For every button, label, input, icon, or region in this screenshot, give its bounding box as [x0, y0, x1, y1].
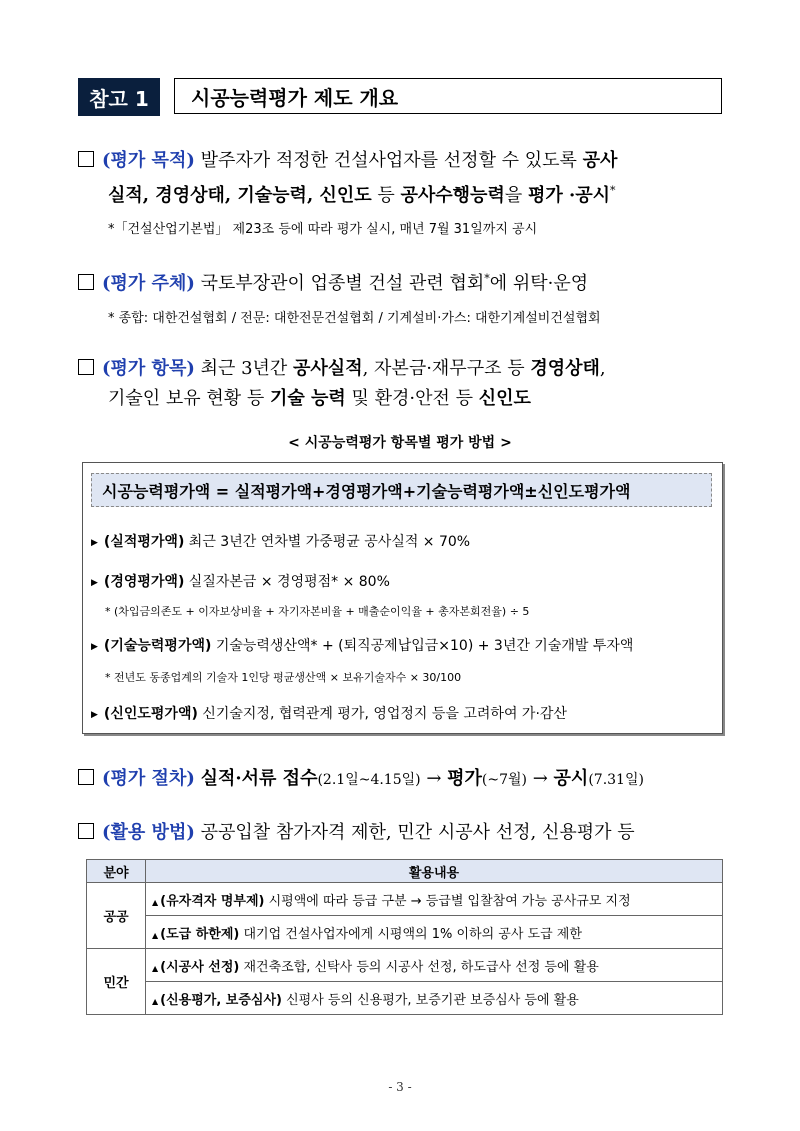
page-title: 시공능력평가 제도 개요 [174, 78, 722, 114]
checkbox-icon [78, 769, 94, 785]
section-title [78, 78, 399, 116]
purpose-section: (평가 목적) 발주자가 적정한 건설사업자를 선정할 수 있도록 공사 실적, 경영상태, 기술능력, 신인도 등 공사수행능력을 평가 ·공시* [78, 146, 728, 211]
triangle-right-icon: ▶ [91, 578, 98, 588]
method-box [82, 462, 723, 734]
table-header: 분야 [87, 860, 146, 883]
table-row [87, 949, 723, 982]
triangle-up-icon: ▲ [152, 897, 159, 907]
triangle-up-icon: ▲ [152, 930, 159, 940]
method-row: ▶ (실적평가액) 최근 3년간 연차별 가중평균 공사실적 × 70% [91, 534, 471, 550]
purpose-note: *「건설산업기본법」 제23조 등에 따라 평가 실시, 매년 7월 31일까지 공시 [108, 222, 538, 237]
formula: 시공능력평가액 = 실적평가액+경영평가액+기술능력평가액±신인도평가액 [91, 473, 712, 507]
table-row [87, 982, 723, 1015]
triangle-right-icon: ▶ [91, 642, 98, 652]
items-label: (평가 항목) [102, 358, 195, 379]
purpose-label: (평가 목적) [102, 150, 195, 171]
table-row [87, 883, 723, 916]
category-cell: 민간 [87, 949, 146, 1015]
category-cell: 공공 [87, 883, 146, 949]
checkbox-icon [78, 823, 94, 839]
method-row: ▶ (기술능력평가액) 기술능력생산액* + (퇴직공제납입금×10) + 3년간 기술개발 투자액 [91, 638, 634, 654]
items-section: (평가 항목) 최근 3년간 공사실적, 자본금·재무구조 등 경영상태, 기술인 보유 현황 등 기술 능력 및 환경·안전 등 신인도 [78, 354, 606, 414]
table-header: 활용내용 [146, 860, 723, 883]
checkbox-icon [78, 359, 94, 375]
subject-note: * 종합: 대한건설협회 / 전문: 대한전문건설협회 / 기계설비·가스: 대한기계설비건설협회 [108, 311, 601, 326]
triangle-right-icon: ▶ [91, 538, 98, 548]
procedure-label: (평가 절차) [102, 768, 195, 789]
checkbox-icon [78, 274, 94, 290]
reference-tag: 참고 1 [78, 78, 160, 116]
table-header-row [87, 860, 723, 883]
checkbox-icon [78, 151, 94, 167]
subject-section: (평가 주체) 국토부장관이 업종별 건설 관련 협회*에 위탁·운영 [78, 264, 588, 299]
method-row: ▶ (경영평가액) 실질자본금 × 경영평점* × 80% [91, 574, 390, 590]
page-number: - 3 - [388, 1080, 412, 1094]
method-note: * (차입금의존도 + 이자보상비율 + 자기자본비율 + 매출순이익율 + 총자본회전율) ÷ 5 [105, 605, 530, 618]
subject-label: (평가 주체) [102, 273, 195, 294]
usage-section: (활용 방법) 공공입찰 참가자격 제한, 민간 시공사 선정, 신용평가 등 [78, 818, 635, 848]
triangle-right-icon: ▶ [91, 710, 98, 720]
usage-item: ▲ (신용평가, 보증심사) 신평사 등의 신용평가, 보증기관 보증심사 등에 활용 [146, 982, 723, 1015]
usage-label: (활용 방법) [102, 822, 195, 843]
usage-item: ▲ (시공사 선정) 재건축조합, 신탁사 등의 시공사 선정, 하도급사 선정 등에 활용 [146, 949, 723, 982]
usage-table [86, 859, 723, 1015]
triangle-up-icon: ▲ [152, 996, 159, 1006]
method-note: * 전년도 동종업계의 기술자 1인당 평균생산액 × 보유기술자수 × 30/100 [105, 671, 462, 684]
triangle-up-icon: ▲ [152, 963, 159, 973]
usage-item: ▲ (유자격자 명부제) 시평액에 따라 등급 구분 → 등급별 입찰참여 가능 공사규모 지정 [146, 883, 723, 916]
table-row [87, 916, 723, 949]
arrow-right-icon: → [420, 768, 448, 789]
arrow-right-icon: → [527, 768, 554, 789]
method-subtitle: < 시공능력평가 항목별 평가 방법 > [288, 435, 512, 451]
method-row: ▶ (신인도평가액) 신기술지정, 협력관계 평가, 영업정지 등을 고려하여 가·감산 [91, 706, 567, 722]
procedure-section: (평가 절차) 실적·서류 접수(2.1일~4.15일) → 평가(~7월) → 공시(7.31일) [78, 764, 644, 795]
usage-item: ▲ (도급 하한제) 대기업 건설사업자에게 시평액의 1% 이하의 공사 도급 제한 [146, 916, 723, 949]
